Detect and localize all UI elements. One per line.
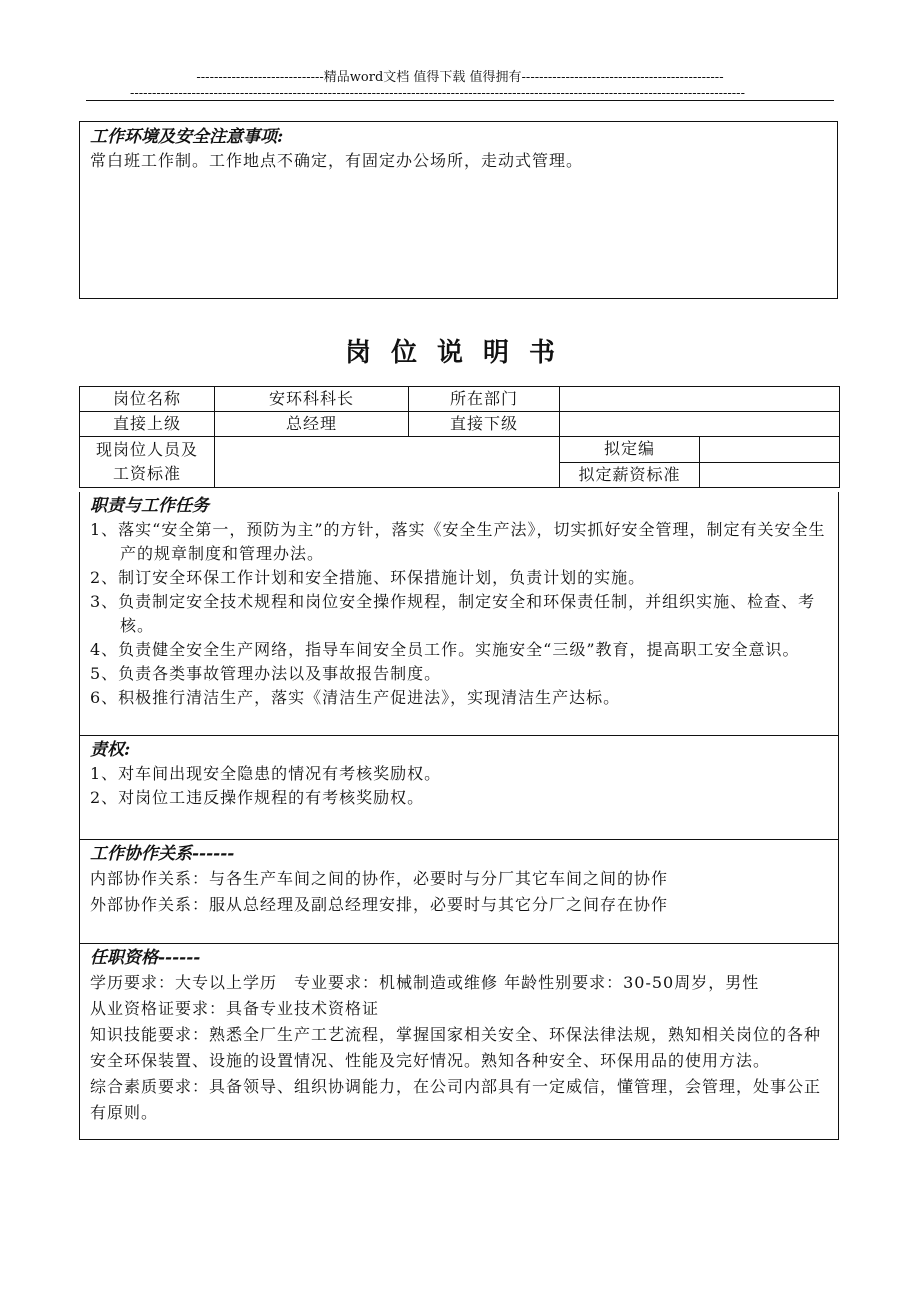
list-item: 5、负责各类事故管理办法以及事故报告制度。 bbox=[90, 664, 442, 683]
position-name-label: 岗位名称 bbox=[80, 387, 215, 412]
work-environment-box bbox=[79, 121, 838, 299]
duties-title: 职责与工作任务 bbox=[90, 496, 209, 516]
department-value bbox=[560, 387, 840, 412]
list-item: 1、落实“安全第一，预防为主”的方针，落实《安全生产法》，切实抓好安全管理，制定有关安全生产的规章制度和管理办法。 bbox=[90, 520, 826, 563]
knowledge-requirement: 知识技能要求：熟悉全厂生产工艺流程，掌握国家相关安全、环保法律法规，熟知相关岗位的各种安全环保装置、设施的设置情况、性能及完好情况。熟知各种安全、环保用品的使用方法。 bbox=[90, 1025, 822, 1070]
current-staff-label: 现岗位人员及工资标准 bbox=[80, 437, 215, 488]
planned-salary-value bbox=[700, 462, 840, 488]
list-item: 3、负责制定安全技术规程和岗位安全操作规程，制定安全和环保责任制，并组织实施、检查、考核。 bbox=[90, 592, 816, 635]
certificate-requirement: 从业资格证要求：具备专业技术资格证 bbox=[90, 999, 380, 1018]
page-header-dash-line: -------------------------------------------------------------------------------------------------------------------------------------------- bbox=[130, 86, 745, 101]
duties-section bbox=[79, 492, 839, 736]
document-title: 岗位说明书 bbox=[344, 338, 575, 368]
qualifications-title: 任职资格------ bbox=[90, 948, 201, 968]
planned-staffing-value bbox=[700, 437, 840, 463]
superior-value: 总经理 bbox=[215, 412, 409, 437]
position-info-table bbox=[79, 386, 840, 488]
list-item: 4、负责健全安全生产网络，指导车间安全员工作。实施安全“三级”教育，提高职工安全意识。 bbox=[90, 640, 800, 659]
authority-section bbox=[79, 736, 839, 840]
education-requirement: 学历要求：大专以上学历 专业要求：机械制造或维修 年龄性别要求：30-50周岁，男性 bbox=[90, 973, 760, 992]
department-label: 所在部门 bbox=[409, 387, 560, 412]
overall-quality-requirement: 综合素质要求：具备领导、组织协调能力，在公司内部具有一定威信，懂管理，会管理，处事公正有原则。 bbox=[90, 1077, 822, 1122]
list-item: 1、对车间出现安全隐患的情况有考核奖励权。 bbox=[90, 764, 442, 783]
current-staff-value bbox=[215, 437, 560, 488]
work-environment-title: 工作环境及安全注意事项: bbox=[90, 127, 284, 147]
position-name-value: 安环科科长 bbox=[215, 387, 409, 412]
list-item: 2、制订安全环保工作计划和安全措施、环保措施计划，负责计划的实施。 bbox=[90, 568, 646, 587]
authority-title: 责权: bbox=[90, 740, 131, 760]
subordinate-value bbox=[560, 412, 840, 437]
page-header-line: -----------------------------精品word文档 值得下载 值得拥有---------------------------------------------- bbox=[196, 70, 724, 85]
list-item: 2、对岗位工违反操作规程的有考核奖励权。 bbox=[90, 788, 425, 807]
internal-cooperation: 内部协作关系：与各生产车间之间的协作，必要时与分厂其它车间之间的协作 bbox=[90, 869, 669, 888]
list-item: 6、积极推行清洁生产，落实《清洁生产促进法》，实现清洁生产达标。 bbox=[90, 688, 621, 707]
planned-staffing-label: 拟定编 bbox=[560, 437, 700, 463]
qualifications-section bbox=[79, 944, 839, 1140]
cooperation-title: 工作协作关系------ bbox=[90, 844, 235, 864]
cooperation-section bbox=[79, 840, 839, 944]
planned-salary-label: 拟定薪资标准 bbox=[560, 462, 700, 488]
work-environment-text: 常白班工作制。工作地点不确定，有固定办公场所，走动式管理。 bbox=[90, 151, 584, 170]
superior-label: 直接上级 bbox=[80, 412, 215, 437]
subordinate-label: 直接下级 bbox=[409, 412, 560, 437]
header-rule bbox=[86, 100, 834, 101]
external-cooperation: 外部协作关系：服从总经理及副总经理安排，必要时与其它分厂之间存在协作 bbox=[90, 895, 669, 914]
